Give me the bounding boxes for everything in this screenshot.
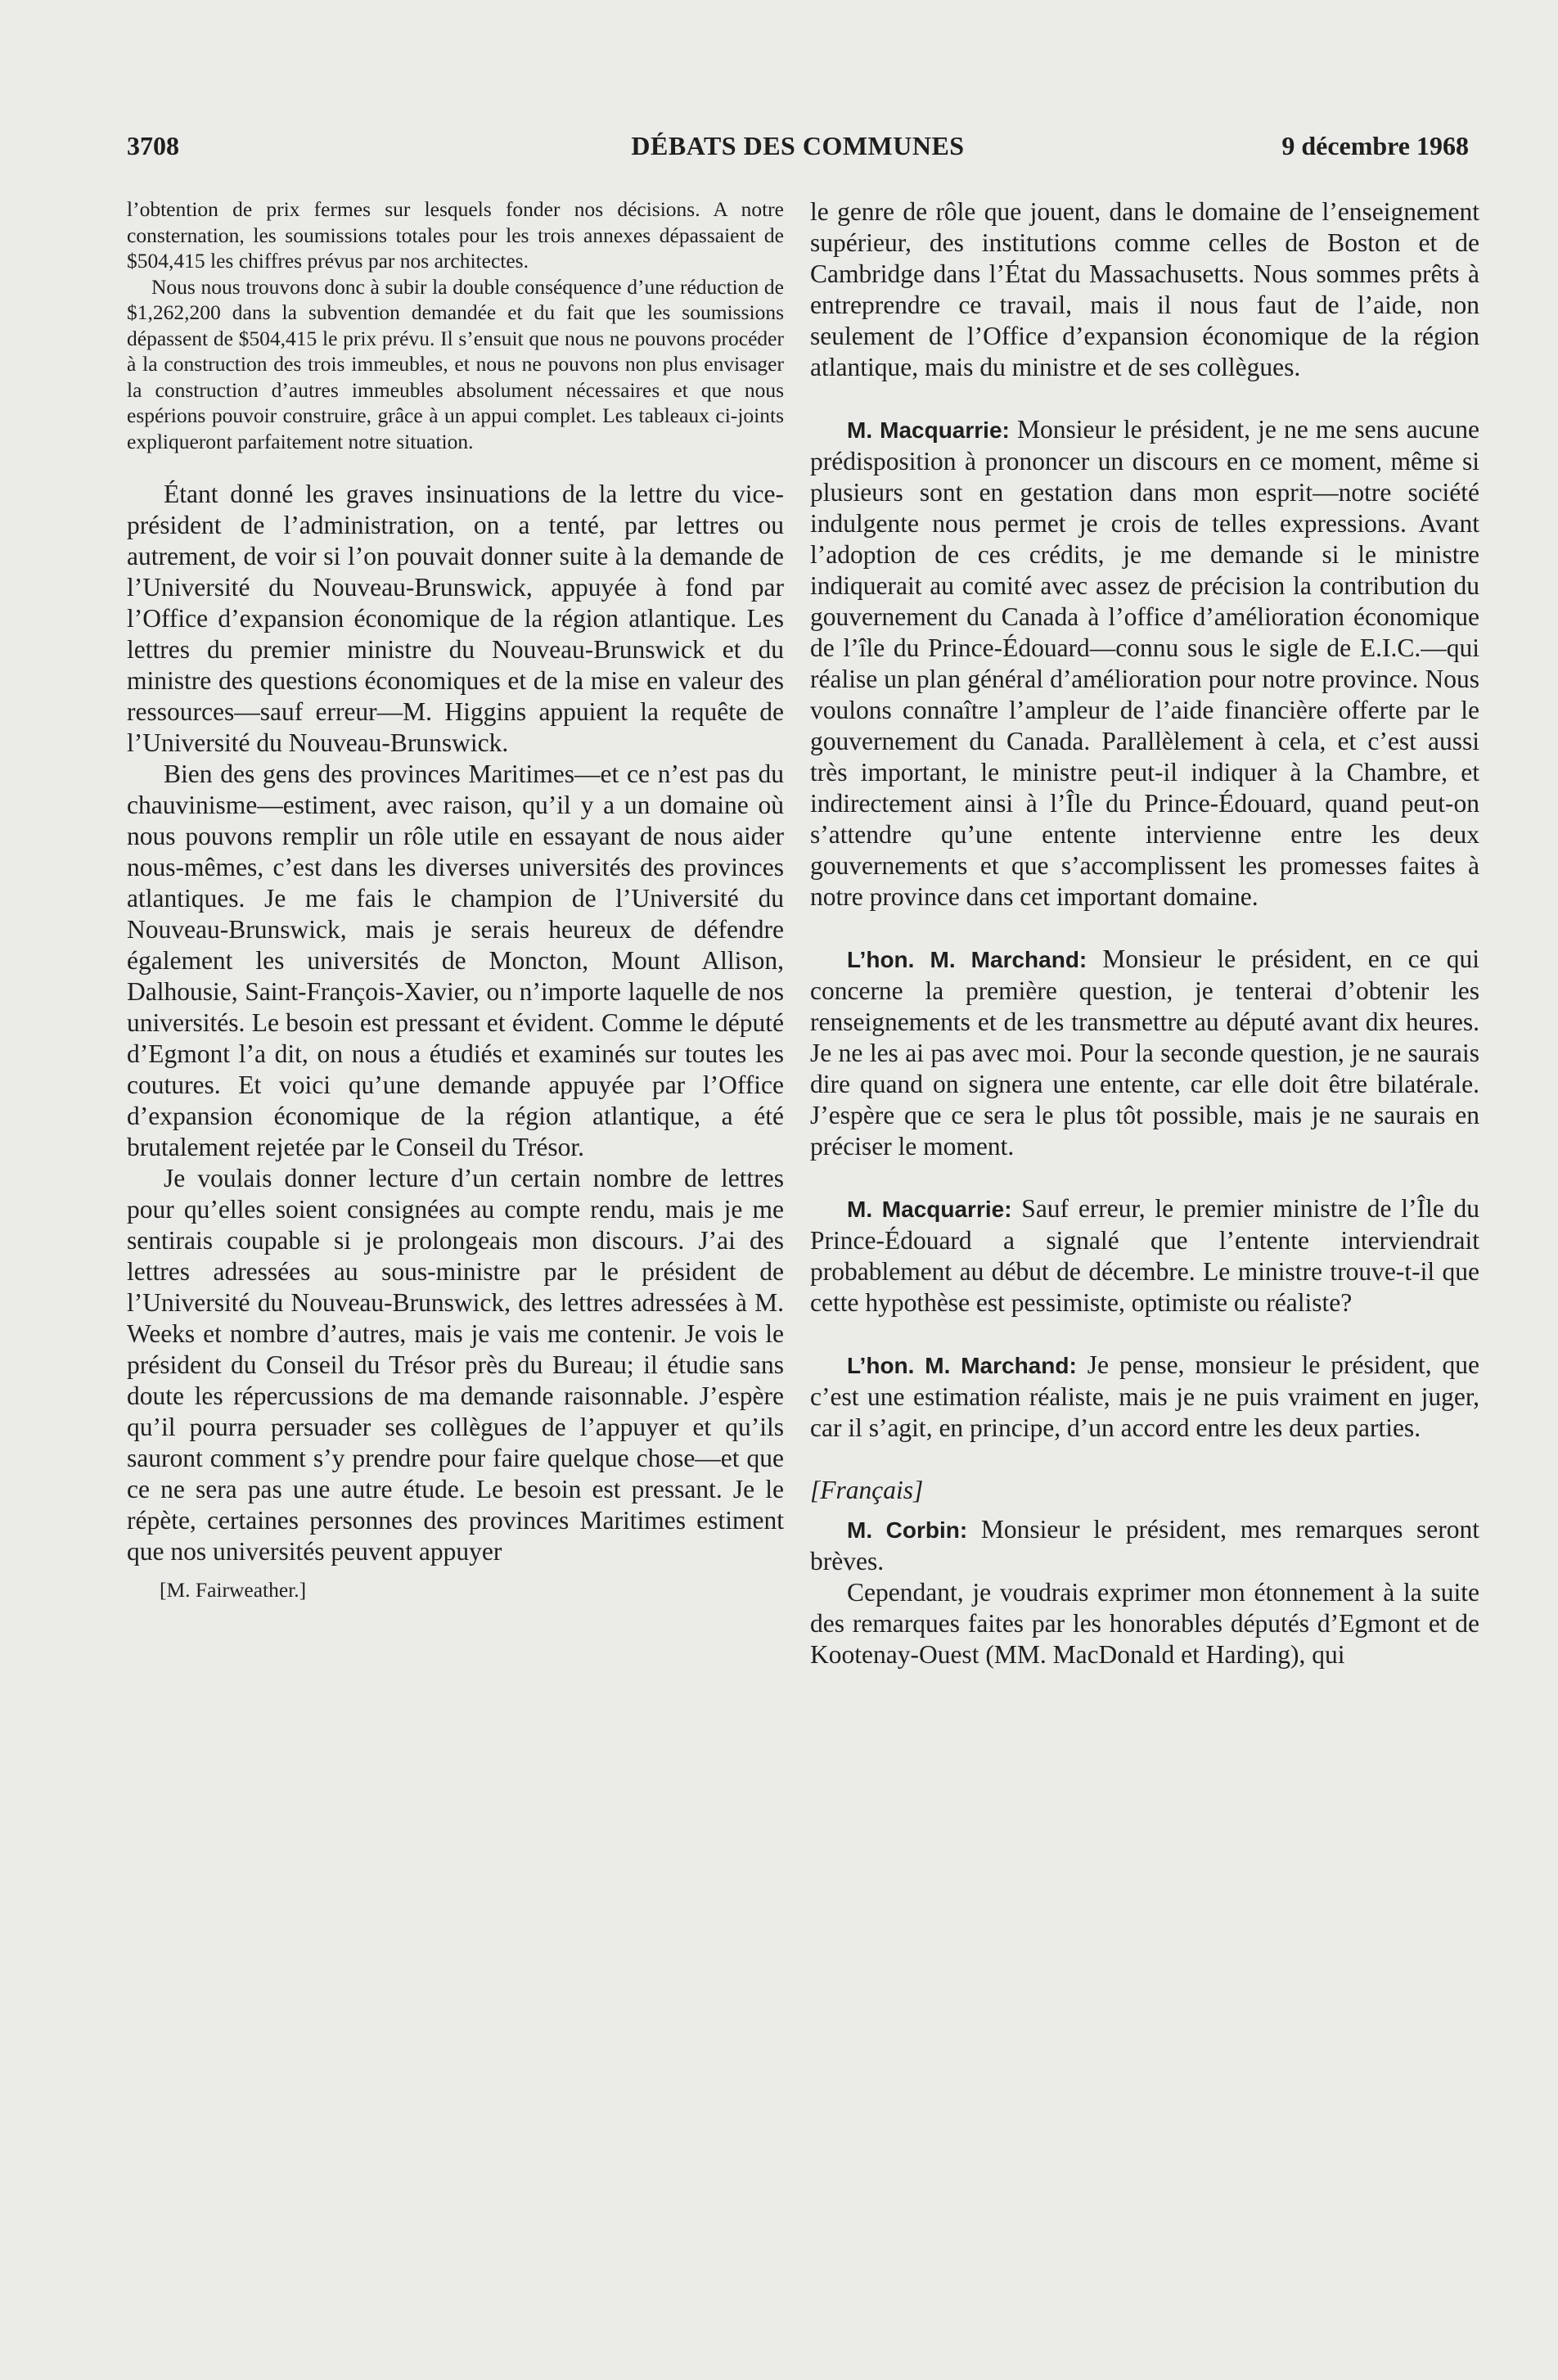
quoted-letter [127, 196, 784, 454]
speaker-name: M. Corbin: [847, 1517, 968, 1543]
speaker-name: M. Macquarrie: [847, 1197, 1012, 1222]
left-column [127, 196, 784, 1602]
speech-text: Monsieur le président, mes remarques seront brèves. [810, 1515, 1479, 1575]
speaker-signature: [M. Fairweather.] [160, 1578, 307, 1602]
speech-paragraph [810, 1514, 1479, 1577]
speaker-name: L’hon. M. Marchand: [847, 947, 1087, 972]
right-column [810, 196, 1479, 1670]
quoted-paragraph: l’obtention de prix fermes sur lesquels fonder nos décisions. A notre consternation, les soumissions totales pour les trois annexes dépassaient de $504,415 les chiffres prévus par nos architectes. [127, 197, 784, 273]
speech-text: Monsieur le président, je ne me sens aucune prédisposition à prononcer un discours en ce moment, même si plusieurs sont en gestation dans mon esprit—notre société indulgente nous permet je crois de telles expressions. Avant l’adoption de ces crédits, je me demande si le ministre indiquerait au comité avec assez de précision la contribution du gouvernement du Canada à l’office d’amélioration économique de l’île du Prince-Édouard—connu sous le sigle de E.I.C.—qui réalise un plan général d’amélioration pour notre province. Nous voulons connaître l’ampleur de l’aide financière offerte par le gouvernement du Canada. Parallèlement à cela, et c’est aussi très important, le ministre peut-il indiquer à la Chambre, et indirectement ainsi à l’Île du Prince-Édouard, quand peut-on s’attendre qu’une entente intervienne entre les deux gouvernements et que s’accomplissent les promesses faites à notre province dans cet important domaine. [810, 415, 1479, 911]
speaker-name: L’hon. M. Marchand: [847, 1353, 1077, 1378]
speech-text: Je pense, monsieur le président, que c’est une estimation réaliste, mais je ne puis vraiment en juger, car il s’agit, en principe, d’un accord entre les deux parties. [810, 1350, 1479, 1442]
language-tag: [Français] [810, 1476, 924, 1504]
speech-paragraph [810, 414, 1479, 913]
running-head [127, 131, 1469, 170]
speech-paragraph: Je voulais donner lecture d’un certain nombre de lettres pour qu’elles soient consignées au compte rendu, mais je me sentirais coupable si je prolongeais mon discours. J’ai des lettres adressées au sous-ministre par le président de l’Université du Nouveau-Brunswick, des lettres adressées à M. Weeks et nombre d’autres, mais je vais me contenir. Je vois le président du Conseil du Trésor près du Bureau; il étudie sans doute les répercussions de ma demande raisonnable. J’espère qu’il pourra persuader ses collègues de l’appuyer et qu’ils sauront comment s’y prendre pour faire quelque chose—et que ce ne sera pas une autre étude. Le besoin est pressant. Je le répète, certaines personnes des provinces Maritimes estiment que nos universités peuvent appuyer [127, 1164, 784, 1566]
speech-paragraph [810, 944, 1479, 1162]
speech-text: Sauf erreur, le premier ministre de l’Île du Prince-Édouard a signalé que l’entente interviendrait probablement au début de décembre. Le ministre trouve-t-il que cette hypothèse est pessimiste, optimiste ou réaliste? [810, 1194, 1479, 1317]
quoted-paragraph: Nous nous trouvons donc à subir la double conséquence d’une réduction de $1,262,200 dans la subvention demandée et du fait que les soumissions dépassent de $504,415 le prix prévu. Il s’ensuit que nous ne pouvons procéder à la construction des trois immeubles, et nous ne pouvons non plus envisager la construction d’autres immeubles absolument nécessaires et que nous espérions pouvoir construire, grâce à un appui complet. Les tableaux ci-joints expliqueront parfaitement notre situation. [127, 274, 784, 453]
page-number: 3708 [127, 131, 179, 160]
speech-text: Monsieur le président, en ce qui concerne la première question, je tenterai d’obtenir les renseignements et de les transmettre au député avant dix heures. Je ne les ai pas avec moi. Pour la seconde question, je ne saurais dire quand on signera une entente, car elle doit être bilatérale. J’espère que ce sera le plus tôt possible, mais je ne saurais en préciser le moment. [810, 944, 1479, 1161]
sitting-date: 9 décembre 1968 [1281, 131, 1469, 160]
speaker-name: M. Macquarrie: [847, 417, 1010, 443]
speech-paragraph: Bien des gens des provinces Maritimes—et ce n’est pas du chauvinisme—estiment, avec raison, qu’il y a un domaine où nous pouvons remplir un rôle utile en essayant de nous aider nous-mêmes, c’est dans les diverses universités des provinces atlantiques. Je me fais le champion de l’Université du Nouveau-Brunswick, mais je serais heureux de défendre également les universités de Moncton, Mount Allison, Dalhousie, Saint-François-Xavier, ou n’importe laquelle de nos universités. Le besoin est pressant et évident. Comme le député d’Egmont l’a dit, on nous a étudiés et examinés sur toutes les coutures. Et voici qu’une demande appuyée par l’Office d’expansion économique de la région atlantique, a été brutalement rejetée par le Conseil du Trésor. [127, 760, 784, 1161]
publication-title: DÉBATS DES COMMUNES [631, 131, 965, 160]
speech-paragraph: Cependant, je voudrais exprimer mon étonnement à la suite des remarques faites par les honorables députés d’Egmont et de Kootenay-Ouest (MM. MacDonald et Harding), qui [810, 1578, 1479, 1669]
speech-paragraph: le genre de rôle que jouent, dans le domaine de l’enseignement supérieur, des institutions comme celles de Boston et de Cambridge dans l’État du Massachusetts. Nous sommes prêts à entreprendre ce travail, mais il nous faut de l’aide, non seulement de l’Office d’expansion économique de la région atlantique, mais du ministre et de ses collègues. [810, 197, 1479, 381]
speech-paragraph [810, 1193, 1479, 1318]
speech-paragraph [810, 1350, 1479, 1444]
speech-paragraph: Étant donné les graves insinuations de la lettre du vice-président de l’administration, on a tenté, par lettres ou autrement, de voir si l’on pouvait donner suite à la demande de l’Université du Nouveau-Brunswick, appuyée à fond par l’Office d’expansion économique de la région atlantique. Les lettres du premier ministre du Nouveau-Brunswick et du ministre des questions économiques et de la mise en valeur des ressources—sauf erreur—M. Higgins appuient la requête de l’Université du Nouveau-Brunswick. [127, 480, 784, 757]
